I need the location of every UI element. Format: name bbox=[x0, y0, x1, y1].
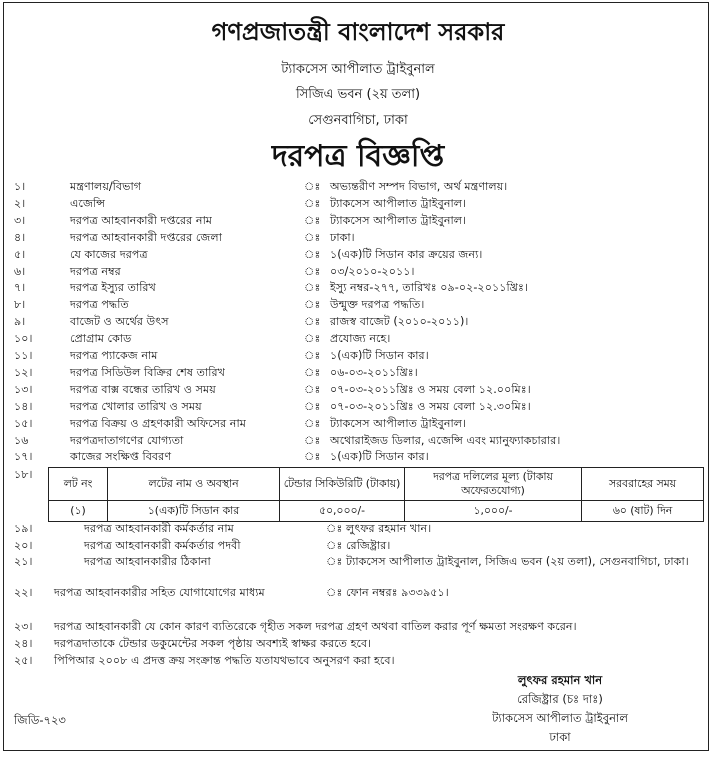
row-value: ট্যাকসেস আপীলাত ট্রাইবুনাল। bbox=[330, 213, 467, 227]
row-value: ঢাকা। bbox=[330, 230, 355, 244]
row-colon: ঃ bbox=[304, 247, 321, 261]
lot-table-header-row bbox=[49, 468, 704, 501]
row-colon: ঃ bbox=[304, 180, 321, 193]
row-18-number: ১৮। bbox=[14, 468, 33, 481]
row-colon: ঃ bbox=[304, 382, 321, 396]
signatory-city: ঢাকা bbox=[549, 730, 571, 744]
gd-number: জিডি-৭২৩ bbox=[14, 713, 66, 727]
row-label: দরপত্র সিডিউল বিক্রির শেষ তারিখ bbox=[70, 365, 225, 379]
row-label: দরপত্র প্যাকেজ নাম bbox=[70, 349, 158, 362]
lot-table-cell: ১(এক)টি সিডান কার bbox=[108, 501, 280, 522]
row-value: অভ্যন্তরীণ সম্পদ বিভাগ, অর্থ মন্ত্রণালয়। bbox=[330, 180, 508, 193]
lot-table-row bbox=[49, 501, 704, 522]
lot-table-cell: ৫০,০০০/- bbox=[280, 501, 405, 522]
row-number: ১৪। bbox=[14, 399, 33, 413]
lot-table-header: লটের নাম ও অবস্থান bbox=[108, 468, 280, 501]
detail-row bbox=[14, 263, 704, 280]
lot-table-header: সরবরাহের সময় bbox=[582, 468, 704, 501]
row-number: ১৭। bbox=[14, 450, 33, 464]
lot-table-cell: ৬০ (ষাট) দিন bbox=[582, 501, 704, 522]
row-number: ২৫। bbox=[14, 654, 33, 667]
row-label: মন্ত্রণালয়/বিভাগ bbox=[70, 180, 142, 193]
detail-row bbox=[14, 212, 704, 229]
government-heading: গণপ্রজাতন্ত্রী বাংলাদেশ সরকার bbox=[211, 17, 505, 46]
detail-row bbox=[14, 229, 704, 246]
row-colon: ঃ bbox=[304, 349, 321, 362]
row-value: উন্মুক্ত দরপত্র পদ্ধতি। bbox=[330, 298, 425, 312]
signatory-name: লুৎফর রহমান খান bbox=[517, 673, 603, 687]
signatory-office: ট্যাকসেস আপীলাত ট্রাইবুনাল bbox=[492, 711, 628, 725]
row-value: রাজস্ব বাজেট (২০১০-২০১১)। bbox=[330, 315, 469, 329]
row-number: ১। bbox=[14, 180, 26, 193]
row-number: ৭। bbox=[14, 281, 26, 295]
row-value: লুৎফর রহমান খান। bbox=[346, 522, 432, 535]
row-value: রেজিষ্ট্রার। bbox=[346, 539, 391, 552]
row-number: ২১। bbox=[14, 555, 33, 568]
row-number: ৫। bbox=[14, 247, 26, 261]
row-value: ট্যাকসেস আপীলাত ট্রাইবুনাল। bbox=[330, 416, 467, 430]
detail-row bbox=[14, 347, 704, 364]
row-number: ৮। bbox=[14, 298, 26, 312]
row-colon: ঃ bbox=[304, 433, 321, 447]
row-number: ১৩। bbox=[14, 382, 33, 396]
lot-table-cell: ১,০০০/- bbox=[405, 501, 582, 522]
notice-title: দরপত্র বিজ্ঞপ্তি bbox=[271, 139, 445, 174]
row-colon: ঃ bbox=[326, 555, 343, 568]
row-colon: ঃ bbox=[304, 281, 321, 295]
row-colon: ঃ bbox=[326, 586, 343, 599]
row-colon: ঃ bbox=[326, 522, 343, 535]
row-colon: ঃ bbox=[304, 399, 321, 413]
row-label: যে কাজের দরপত্র bbox=[70, 247, 148, 261]
row-label: দরপত্র আহবানকারী কর্মকর্তার পদবী bbox=[84, 539, 241, 552]
row-label: দরপত্র বিক্রয় ও গ্রহণকারী অফিসের নাম bbox=[70, 416, 246, 430]
row-number: ২৩। bbox=[14, 620, 33, 633]
row-label: দরপত্র আহবানকারীর সহিত যোগাযোগের মাধ্যম bbox=[54, 586, 265, 599]
row-label: বাজেট ও অর্থের উৎস bbox=[70, 315, 169, 329]
detail-row bbox=[14, 246, 704, 263]
row-label: দরপত্র আহবানকারীর ঠিকানা bbox=[84, 555, 211, 568]
detail-row bbox=[14, 195, 704, 212]
detail-row bbox=[14, 313, 704, 330]
detail-row bbox=[14, 432, 704, 449]
row-label: দরপত্র খোলার তারিখ ও সময় bbox=[70, 399, 202, 413]
row-value: ০৩/২০১০-২০১১। bbox=[330, 264, 415, 278]
row-colon: ঃ bbox=[304, 332, 321, 346]
row-value: ট্যাকসেস আপীলাত ট্রাইবুনাল। bbox=[330, 196, 467, 210]
row-colon: ঃ bbox=[304, 213, 321, 227]
row-number: ১০। bbox=[14, 332, 33, 346]
row-label: দরপত্র আহবানকারী দপ্তরের নাম bbox=[70, 213, 213, 227]
row-label: দরপত্র বাক্স বন্ধের তারিখ ও সময় bbox=[70, 382, 216, 396]
lot-table-header: দরপত্র দলিলের মূল্য (টাকায় অফেরতযোগ্য) bbox=[405, 468, 582, 501]
office-name: ট্যাকসেস আপীলাত ট্রাইবুনাল bbox=[281, 62, 435, 77]
lot-table-cell: (১) bbox=[49, 501, 108, 522]
row-label: দরপত্র আহবানকারী কর্মকর্তার নাম bbox=[84, 522, 234, 535]
lot-table-header: লট নং bbox=[49, 468, 108, 501]
detail-row bbox=[14, 398, 704, 415]
row-value: ০৬-০৩-২০১১খ্রিঃ। bbox=[330, 365, 418, 379]
row-label: দরপত্রদাতাগণের যোগ্যতা bbox=[70, 433, 184, 447]
row-label: দরপত্র ইস্যুর তারিখ bbox=[70, 281, 156, 295]
row-number: ২২। bbox=[14, 586, 33, 599]
row-number: ১৯। bbox=[14, 522, 33, 535]
building-name: সিজিএ ভবন (২য় তলা) bbox=[295, 87, 421, 102]
row-value: অথোরাইজড ডিলার, এজেন্সি এবং ম্যানুফ্যাকচারার। bbox=[330, 433, 561, 447]
row-colon: ঃ bbox=[304, 264, 321, 278]
row-value: ১(এক)টি সিডান কার। bbox=[330, 349, 429, 362]
row-number: ১৬ bbox=[14, 433, 29, 447]
row-label: দরপত্র পদ্ধতি bbox=[70, 298, 129, 312]
note-text: পিপিআর ২০০৮ এ প্রদত্ত ক্রয় সংক্রান্ত পদ্ধতি যতাযথভাবে অনুসরণ করা হবে। bbox=[54, 654, 395, 667]
row-number: ২৪। bbox=[14, 637, 33, 650]
row-colon: ঃ bbox=[304, 230, 321, 244]
row-number: ১২। bbox=[14, 365, 33, 379]
row-colon: ঃ bbox=[304, 315, 321, 329]
row-number: ১৫। bbox=[14, 416, 33, 430]
row-number: ৩। bbox=[14, 213, 26, 227]
detail-row bbox=[14, 381, 704, 398]
row-value: ১(এক)টি সিডান কার ক্রয়ের জন্য। bbox=[330, 247, 483, 261]
detail-row bbox=[14, 178, 704, 195]
row-value: ট্যাকসেস আপীলাত ট্রাইবুনাল, সিজিএ ভবন (২য় তলা), সেগুনবাগিচা, ঢাকা। bbox=[346, 555, 689, 568]
signatory-designation: রেজিষ্ট্রার (চঃ দাঃ) bbox=[517, 692, 603, 706]
lot-table bbox=[48, 467, 704, 522]
row-label: প্রোগ্রাম কোড bbox=[70, 332, 132, 346]
row-label: দরপত্র আহবানকারী দপ্তরের জেলা bbox=[70, 230, 223, 244]
row-value: ফোন নম্বরঃ ৯৩৩৯৫১। bbox=[346, 586, 449, 599]
row-number: ২০। bbox=[14, 539, 33, 552]
row-number: ২। bbox=[14, 196, 26, 210]
row-value: প্রযোজ্য নহে। bbox=[330, 332, 391, 346]
row-value: ০৭-০৩-২০১১খ্রিঃ ও সময় বেলা ১২.০০মিঃ। bbox=[330, 382, 531, 396]
row-number: ৪। bbox=[14, 230, 26, 244]
row-number: ৬। bbox=[14, 264, 26, 278]
row-label: দরপত্র নম্বর bbox=[70, 264, 121, 278]
row-colon: ঃ bbox=[304, 298, 321, 312]
row-number: ৯। bbox=[14, 315, 26, 329]
row-colon: ঃ bbox=[304, 450, 321, 464]
row-label: এজেন্সি bbox=[70, 196, 106, 210]
row-number: ১১। bbox=[14, 349, 33, 362]
note-text: দরপত্র আহবানকারী যে কোন কারণ ব্যতিরেকে গৃহীত সকল দরপত্র গ্রহণ অথবা বাতিল করার পূর্ণ ক্ষমতা সংরক্ষণ করেন। bbox=[54, 620, 577, 633]
detail-row bbox=[14, 364, 704, 381]
office-address: সেগুনবাগিচা, ঢাকা bbox=[308, 113, 408, 128]
row-label: কাজের সংক্ষিপ্ত বিবরণ bbox=[70, 450, 172, 464]
detail-row bbox=[14, 279, 704, 296]
row-colon: ঃ bbox=[304, 365, 321, 379]
detail-row bbox=[14, 296, 704, 313]
detail-row bbox=[14, 415, 704, 432]
row-value: ০৭-০৩-২০১১খ্রিঃ ও সময় বেলা ১২.৩০মিঃ। bbox=[330, 399, 531, 413]
lot-table-header: টেন্ডার সিকিউরিটি (টাকায়) bbox=[280, 468, 405, 501]
row-colon: ঃ bbox=[304, 196, 321, 210]
detail-row bbox=[14, 448, 704, 465]
row-value: ইস্যু নম্বর-২৭৭, তারিখঃ ০৯-০২-২০১১খ্রিঃ। bbox=[330, 281, 528, 295]
row-colon: ঃ bbox=[326, 539, 343, 552]
row-colon: ঃ bbox=[304, 416, 321, 430]
detail-row bbox=[14, 330, 704, 347]
row-value: ১(এক)টি সিডান কার। bbox=[330, 450, 429, 464]
note-text: দরপত্রদাতাকে টেন্ডার ডকুমেন্টের সকল পৃষ্ঠায় অবশ্যই স্বাক্ষর করতে হবে। bbox=[54, 637, 372, 650]
